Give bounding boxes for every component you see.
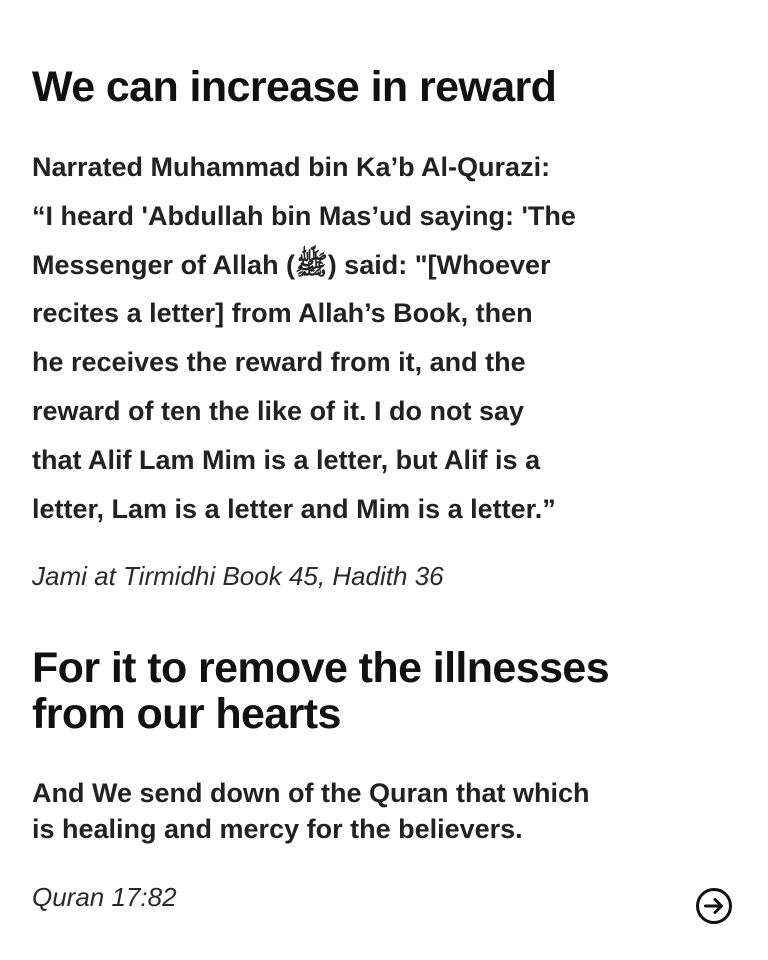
quran-verse-text [32,775,722,847]
text-line: that Alif Lam Mim is a letter, but Alif is a [32,444,541,475]
text-line: reward of ten the like of it. I do not say [32,395,525,426]
quran-citation: Quran 17:82 [32,882,177,912]
heading-line: from our hearts [32,690,341,738]
next-button[interactable] [695,887,733,925]
text-line: And We send down of the Quran that which [32,778,590,808]
text-line: Narrated Muhammad bin Ka’b Al-Qurazi: [32,152,551,182]
section-heading: We can increase in reward [32,63,557,111]
text-line: Messenger of Allah (ﷺ) said: "[Whoever [32,249,551,280]
text-line: is healing and mercy for the believers. [32,814,523,844]
text-line: “I heard 'Abdullah bin Mas’ud saying: 'The [32,200,576,231]
arrow-right-circle-icon [695,887,733,925]
text-line: recites a letter] from Allah’s Book, then [32,298,533,329]
hadith-citation: Jami at Tirmidhi Book 45, Hadith 36 [32,561,444,591]
text-line: he receives the reward from it, and the [32,347,526,378]
heading-line: For it to remove the illnesses [32,644,610,692]
text-line: letter, Lam is a letter and Mim is a letter.” [32,493,556,524]
hadith-text [32,143,682,533]
section-heading [32,645,732,737]
